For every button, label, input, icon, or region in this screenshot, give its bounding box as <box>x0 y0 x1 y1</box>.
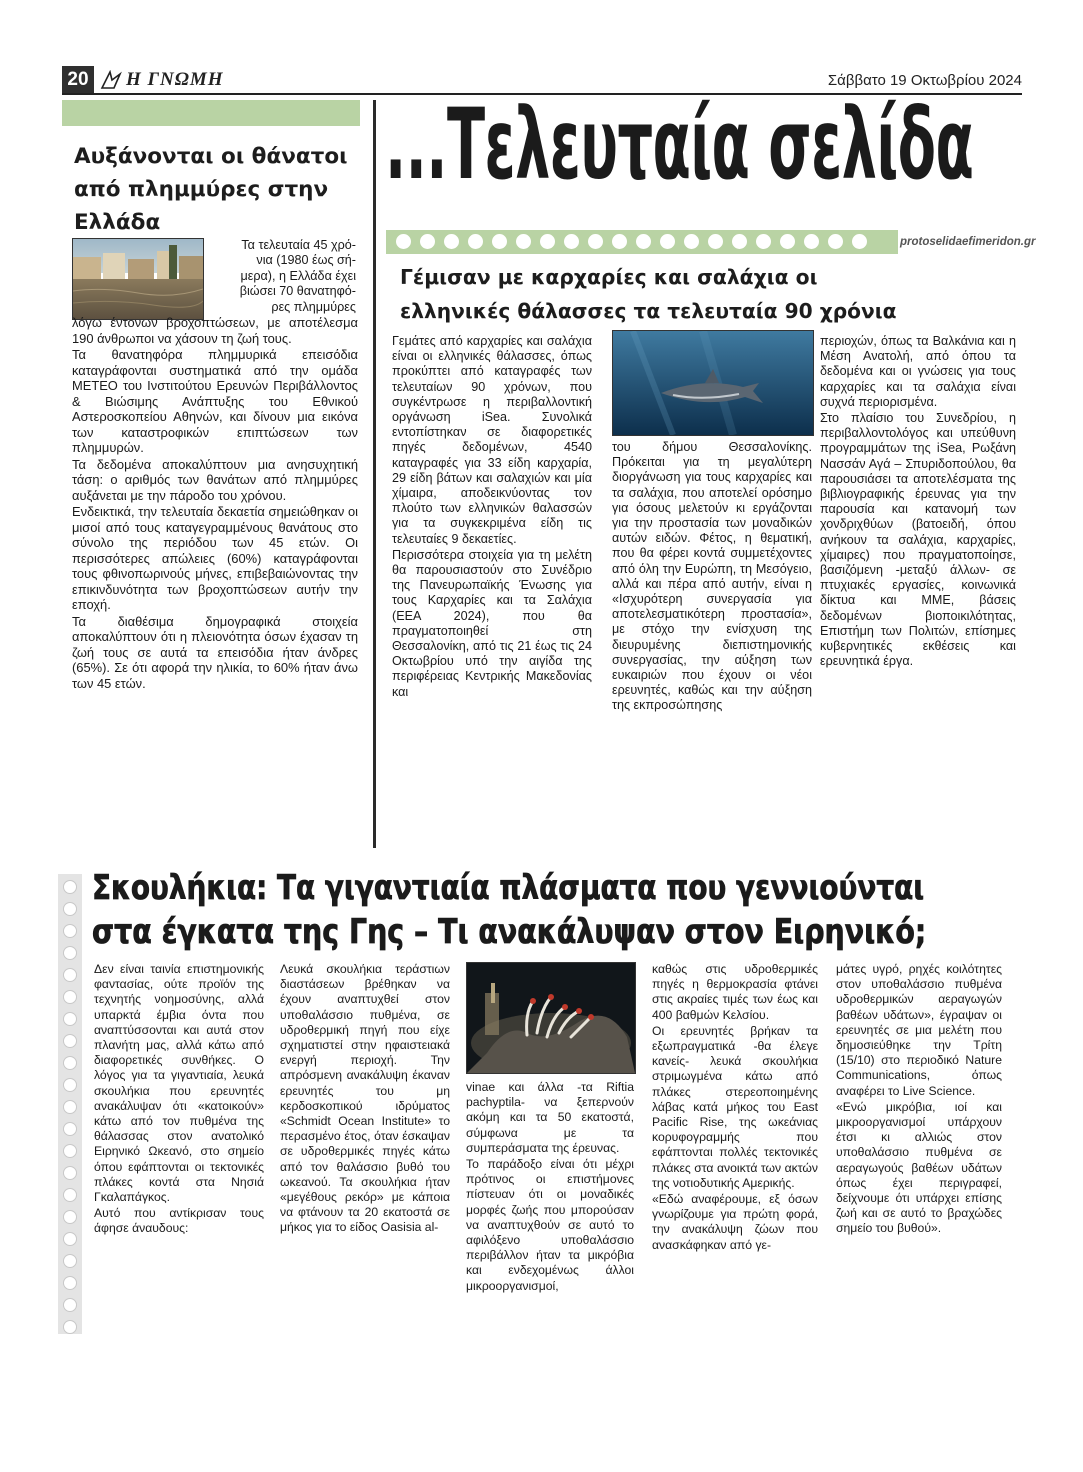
paragraph: Τα θανατηφόρα πλημμυρικά επεισόδια καταγράφονται συστηματικά από την ομάδα ΜΕΤΕΟ του Ινστιτούτου Ερευνών Περιβάλλοντος & Βιώσιμης Ανάπτυξης του Εθνικού Αστεροσκοπείου Αθηνών, και δίνουν μια εικόνα των καταστροφικών επιπτώσεων των πλημμυρών. <box>72 347 358 455</box>
left-title-line: Ελλάδα <box>74 210 161 235</box>
sharks-col-1 <box>392 334 592 701</box>
paragraph: Τα δεδομένα αποκαλύπτουν μια ανησυχητική τάση: ο αριθμός των θανάτων από πλημμύρες αυξάνεται με την πάροδο του χρόνου. <box>72 456 358 503</box>
worms-col-4 <box>652 962 818 1254</box>
paragraph: Οι ερευνητές βρήκαν τα εξωπραγματικά -θα έλεγε κανείς- λευκά σκουλήκια στριμωγμένα κάτω από πλάκες στερεοποιημένης λάβας κατά μήκος του East Pacific Rise, της ωκεάνιας κορυφογραμμής που εφάπτονται πολλές τεκτονικές πλάκες στα ανοικτά των ακτών της νοτιοδυτικής Αμερικής. <box>652 1023 818 1190</box>
paragraph: Δεν είναι ταινία επιστημονικής φαντασίας, ούτε προϊόν της τεχνητής νοημοσύνης, αλλά υπαρκτά έμβια όντα που αναπτύσσονται και αυτά στον πλανήτη μας, αλλά κάτω από διαφορετικές συνθήκες. Ο λόγος για τα γιγαντιαία, λευκά σκουλήκια που ερευνητές ανακάλυψαν ότι «κατοικούν» κάτω από τον πυθμένα της θάλασσας στον ανατολικό Ειρηνικό Ωκεανό, στο σημείο όπου εφάπτονται οι τεκτονικές πλάκες κοντά στα Νησιά Γκαλαπάγκος. <box>94 962 264 1205</box>
shark-photo <box>612 330 814 436</box>
paragraph: μάτες υγρό, ρηχές κοιλότητες στον υποθαλάσσιο πυθμένα υδροθερμικών αεραγωγών βαθέων υδάτων», έγραψαν οι ερευνητές σε μια μελέτη που δημοσιεύθηκε την Τρίτη (15/10) στο περιοδικό Nature Communications, όπως αναφέρει το Live Science. <box>836 962 1002 1098</box>
sharks-title-line: Γέμισαν με καρχαρίες και σαλάχια οι <box>400 265 818 289</box>
sharks-article-title <box>400 260 1020 328</box>
worms-col-3 <box>466 1080 634 1295</box>
paragraph: Το παράδοξο είναι ότι μέχρι πρότινος οι επιστήμονες πίστευαν ότι οι μοναδικές μορφές ζωής που μπορούσαν να αναπτυχθούν σε αυτό το αφιλόξενο υποθαλάσσιο περιβάλλον ήταν τα μικρόβια και ενδεχομένως άλλοι μικροοργανισμοί, <box>466 1157 634 1293</box>
page-number: 20 <box>62 66 94 94</box>
intro-line: ρες πλημμύρες <box>271 299 356 314</box>
left-title-band <box>62 100 360 126</box>
paragraph: λόγω έντονων βροχοπτώσεων, με αποτέλεσμα 190 άνθρωποι να χάσουν τη ζωή τους. <box>72 315 358 346</box>
sharks-title-line: ελληνικές θάλασσες τα τελευταία 90 χρόνια <box>400 299 897 323</box>
left-intro <box>206 238 356 315</box>
page-header <box>62 66 1022 96</box>
paragraph: «Ενώ μικρόβια, ιοί και μικροοργανισμοί υπάρχουν έτσι κι αλλιώς στον υποθαλάσσιο πυθμένα σε αεραγωγούς βαθέων υδάτων όπως έχει περιγραφεί, δείχνουμε ότι υπάρχει επίσης ζωή και σε αυτό το βραχώδες σημείο του βυθού». <box>836 1099 1002 1236</box>
left-title-line: Αυξάνονται οι θάνατοι <box>74 144 348 169</box>
paragraph: Αυτό που αντίκρισαν τους άφησε άναυδους: <box>94 1206 264 1236</box>
paragraph: του δήμου Θεσσαλονίκης. Πρόκειται για τη μεγαλύτερη διοργάνωση για τους καρχαρίες και τα σαλάχια, που αποτελεί ορόσημο για όσους μελετούν κι εργάζονται για την προστασία των μοναδικών αυτών ειδών. Φέτος, η θεματική, που θα φέρει κοντά συμμετέχοντες από όλη την Ευρώπη, τη Μεσόγειο, αλλά και πέρα από αυτήν, είναι η «Ισχυρότερη συνεργασία για αποτελεσματικότερη προστασία», με στόχο την ενίσχυση της διευρυμένης διεπιστημονικής συνεργασίας, την αύξηση των ευκαιριών που έχουν οι νέοι ερευνητές, καθώς και την αύξηση της εκπροσώπησης <box>612 440 812 713</box>
worms-article-title <box>92 866 1032 966</box>
section-title-text: ...Τελευταία σελίδα <box>385 98 974 198</box>
paragraph: vinae και άλλα -τα Riftia pachyptila- να ξεπερνούν ακόμη και τα 50 εκατοστά, σύμφωνα με τα συμπεράσματα της έρευνας. <box>466 1080 634 1155</box>
left-article-body <box>72 315 358 692</box>
worms-title-line: στα έγκατα της Γης – Τι ανακάλυψαν στον Ειρηνικό; <box>92 912 927 952</box>
section-dots-band <box>386 230 898 254</box>
paragraph: Περισσότερα στοιχεία για τη μελέτη θα παρουσιαστούν στο Συνέδριο της Πανευρωπαϊκής Ένωσης για τους Καρχαρίες και τα Σαλάχια (EEA 2024), που θα πραγματοποιηθεί στη Θεσσαλονίκη, από τις 21 έως τις 24 Οκτωβρίου υπό την αιγίδα της περιφέρειας Κεντρικής Μακεδονίας και <box>392 547 592 699</box>
paragraph: Ενδεικτικά, την τελευταία δεκαετία σημειώθηκαν οι μισοί από τους καταγεγραμμένους θανάτους στο σύνολο της περιόδου των 45 ετών. Οι περισσότερες απώλειες (60%) καταγράφονται τους φθινοπωρινούς μήνες, επιβεβαιώνοντας την επικινδυνότητα των βροχοπτώσεων αυτήν την εποχή. <box>72 504 358 612</box>
sharks-col-3 <box>820 334 1016 670</box>
worms-col-1 <box>94 962 264 1238</box>
worms-photo <box>466 962 636 1074</box>
paragraph: «Εδώ αναφέρουμε, εξ όσων γνωρίζουμε για πρώτη φορά, την ανακάλυψη ζώων που ανασκάφηκαν από γε- <box>652 1192 818 1252</box>
header-rule <box>62 93 1022 95</box>
intro-line: Τα τελευταία 45 χρό- <box>241 238 356 252</box>
flood-photo <box>72 238 204 320</box>
left-title-line: από πλημμύρες στην <box>74 177 329 202</box>
paragraph: Λευκά σκουλήκια τεράστιων διαστάσεων βρέθηκαν να έχουν αναπτυχθεί στον υποθαλάσσιο πυθμένα, σε υδροθερμική πηγή που είχε σχηματιστεί στην ηφαιστειακά ενεργή περιοχή. Την απρόσμενη ανακάλυψη έκαναν ερευνητές του μη κερδοσκοπικού ιδρύματος «Schmidt Ocean Institute» το περασμένο έτος, όταν έσκαψαν σε υδροθερμικές πηγές κάτω από τον θαλάσσιο βυθό του ωκεανού. Τα σκουλήκια ήταν «μεγέθους ρεκόρ» με κάποια να φτάνουν τα 20 εκατοστά σε μήκος για το είδος Oasisia al- <box>280 962 450 1235</box>
left-article-title <box>74 140 364 239</box>
paragraph: Γεμάτες από καρχαρίες και σαλάχια είναι οι ελληνικές θάλασσες, όπως προκύπτει από καταγραφές των τελευταίων 90 χρόνων, που συγκέντρωσε η περιβαλλοντική οργάνωση iSea. Συνολικά εντοπίστηκαν σε διαφορετικές πηγές δεδομένων, 4540 καταγραφές για 33 είδη καρχαρία, 29 είδη βάτων και σαλαχιών και μία χίμαιρα, αποδεικνύοντας τον πλούτο των ελληνικών θαλασσών για τα συγκεκριμένα είδη τις τελευταίες 9 δεκαετίες. <box>392 334 592 546</box>
paper-name: Η ΓΝΩΜΗ <box>126 69 224 90</box>
paragraph: περιοχών, όπως τα Βαλκάνια και η Μέση Ανατολή, από όπου τα δεδομένα και οι γνώσεις για τους καρχαρίες και τα σαλάχια είναι συχνά περιορισμένα. <box>820 334 1016 409</box>
intro-line: βιώσει 70 θανατηφό- <box>239 284 356 299</box>
column-divider <box>373 100 376 848</box>
paragraph: καθώς στις υδροθερμικές πηγές η θερμοκρασία φτάνει στις ακραίες τιμές των έως και 400 βαθμών Κελσίου. <box>652 962 818 1022</box>
worms-title-line: Σκουλήκια: Τα γιγαντιαία πλάσματα που γεννιούνται <box>92 868 925 908</box>
sharks-col-2 <box>612 440 812 715</box>
section-title <box>385 98 1013 198</box>
intro-line: νια (1980 έως σή- <box>256 253 356 268</box>
intro-line: μερα), η Ελλάδα έχει <box>240 268 356 283</box>
paragraph: Στο πλαίσιο του Συνεδρίου, η περιβαλλοντολόγος και υπεύθυνη προγραμμάτων της iSea, Ρωξάνη Νασσάν Αγά – Σπυριδοπούλου, θα παρουσιάσει τα αποτελέσματα της βιβλιογραφικής έρευνας για την παρουσία και κατανομή των χονδριχθύων (βατοειδή, όπου ανήκουν τα σαλάχια, καρχαρίες, χίμαιρες) που πραγματοποίησε, βασιζόμενη -μεταξύ άλλων- σε πτυχιακές εργασίες, κοινωνικά δίκτυα και ΜΜΕ, βάσεις δεδομένων βιοποικιλότητας, Επιστήμη των Πολιτών, επίσημες κυβερνητικές εκθέσεις και ερευνητικά έργα. <box>820 411 1016 669</box>
header-date: Σάββατο 19 Οκτωβρίου 2024 <box>827 72 1022 89</box>
worms-col-2 <box>280 962 450 1237</box>
source-tag: protoselidaefimeridon.gr <box>900 236 1036 248</box>
paragraph: Τα διαθέσιμα δημογραφικά στοιχεία αποκαλύπτουν ότι η πλειονότητα όσων έχασαν τη ζωή τους σε αυτά τα επεισόδια ήταν άνδρες (65%). Σε ότι αφορά την ηλικία, το 60% ήταν άνω των 45 ετών. <box>72 613 358 691</box>
worms-col-5 <box>836 962 1002 1238</box>
paper-logo-icon <box>100 70 122 90</box>
left-dots-column <box>58 874 82 1334</box>
